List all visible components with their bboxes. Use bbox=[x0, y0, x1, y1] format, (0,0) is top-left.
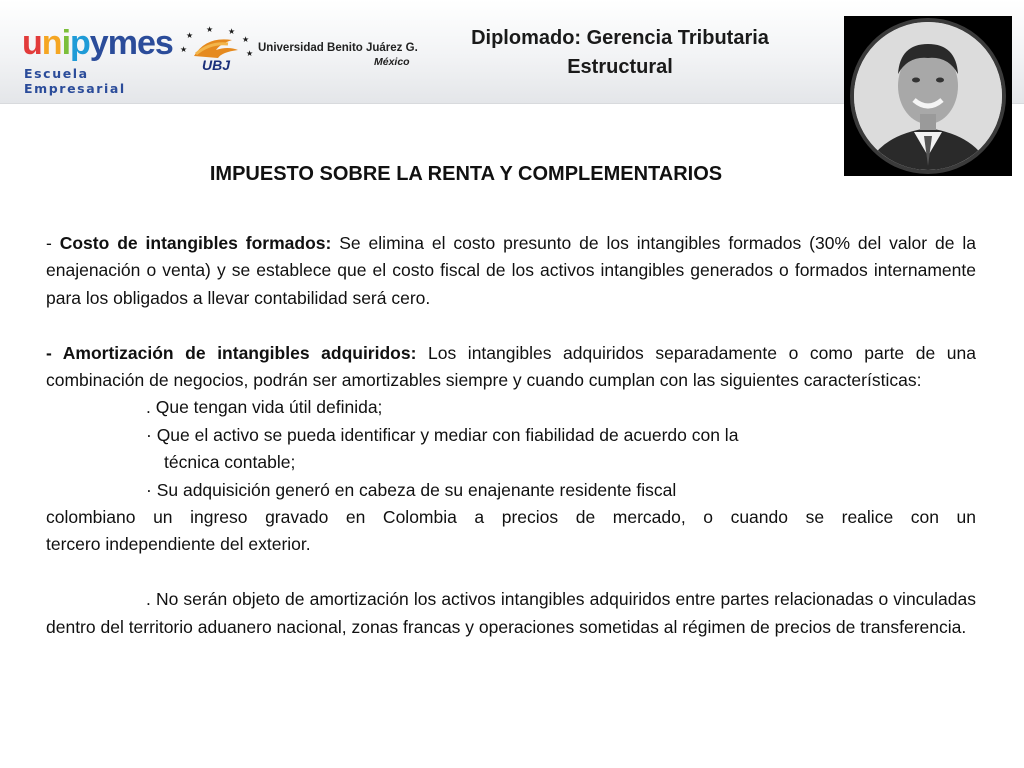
svg-text:★: ★ bbox=[180, 45, 188, 54]
presenter-photo bbox=[844, 16, 1012, 176]
course-title bbox=[440, 24, 800, 82]
brand-letter: u bbox=[22, 24, 42, 62]
svg-text:★: ★ bbox=[228, 27, 236, 36]
ubj-logo bbox=[176, 26, 434, 76]
brand-letter: i bbox=[61, 24, 71, 62]
brand-wordmark bbox=[22, 24, 173, 62]
slide-body bbox=[46, 230, 976, 641]
course-title-line2: Estructural bbox=[567, 56, 673, 78]
paragraph-no-amortizacion bbox=[46, 586, 976, 641]
paragraph-prefix: - bbox=[46, 233, 60, 253]
unipymes-logo bbox=[22, 24, 173, 96]
list-item: . Que tengan vida útil definida; bbox=[146, 397, 383, 418]
svg-text:★: ★ bbox=[206, 26, 214, 34]
paragraph-heading: - Amortización de intangibles adquiridos: bbox=[46, 342, 417, 363]
slide-title: IMPUESTO SOBRE LA RENTA Y COMPLEMENTARIOS bbox=[209, 163, 723, 185]
paragraph-heading: Costo de intangibles formados: bbox=[59, 233, 332, 253]
brand-letter: e bbox=[136, 24, 155, 62]
presenter-portrait-icon bbox=[844, 16, 1012, 176]
brand-letter: y bbox=[89, 24, 108, 62]
list-item-continuation: tercero independiente del exterior. bbox=[46, 534, 311, 555]
brand-letter: n bbox=[41, 24, 62, 62]
svg-text:★: ★ bbox=[186, 31, 194, 40]
ubj-emblem-icon bbox=[176, 26, 256, 76]
list-item: · Su adquisición generó en cabeza de su enajenante residente fiscal bbox=[146, 479, 677, 500]
svg-text:★: ★ bbox=[246, 49, 254, 58]
list-item: · Que el activo se pueda identificar y mediar con fiabilidad de acuerdo con la bbox=[146, 424, 739, 445]
paragraph-text: Los intangibles adquiridos separadamente o como parte de una combinación de negocios, podrán ser amortizables siempre y cuando cumplan con las siguientes características: bbox=[46, 342, 976, 391]
list-item-continuation: colombiano un ingreso gravado en Colombia a precios de mercado, o cuando se realice con un bbox=[46, 507, 976, 528]
paragraph-intangibles-formados bbox=[46, 230, 976, 312]
paragraph-text: Se elimina el costo presunto de los intangibles formados (30% del valor de la enajenación o venta) y se establece que el costo fiscal de los activos intangibles generados o formados internamente para los obligados a llevar contabilidad será cero. bbox=[46, 233, 976, 308]
svg-text:★: ★ bbox=[242, 35, 250, 44]
brand-tagline: Escuela Empresarial bbox=[24, 66, 126, 96]
paragraph-text: . No serán objeto de amortización los activos intangibles adquiridos entre partes relacionadas o vinculadas dentro del territorio aduanero nacional, zonas francas y operaciones sometidas al régimen de precios de transferencia. bbox=[46, 589, 976, 637]
brand-letter: s bbox=[154, 24, 173, 62]
course-title-line1: Diplomado: Gerencia Tributaria bbox=[471, 27, 769, 49]
brand-letter: m bbox=[107, 24, 137, 62]
ubj-country: México bbox=[374, 56, 410, 68]
ubj-name: Universidad Benito Juárez G. bbox=[258, 42, 418, 54]
paragraph-intangibles-adquiridos bbox=[46, 340, 976, 395]
brand-letter: p bbox=[70, 24, 90, 62]
svg-text:UBJ: UBJ bbox=[202, 57, 231, 73]
list-item-continuation: técnica contable; bbox=[164, 452, 296, 473]
